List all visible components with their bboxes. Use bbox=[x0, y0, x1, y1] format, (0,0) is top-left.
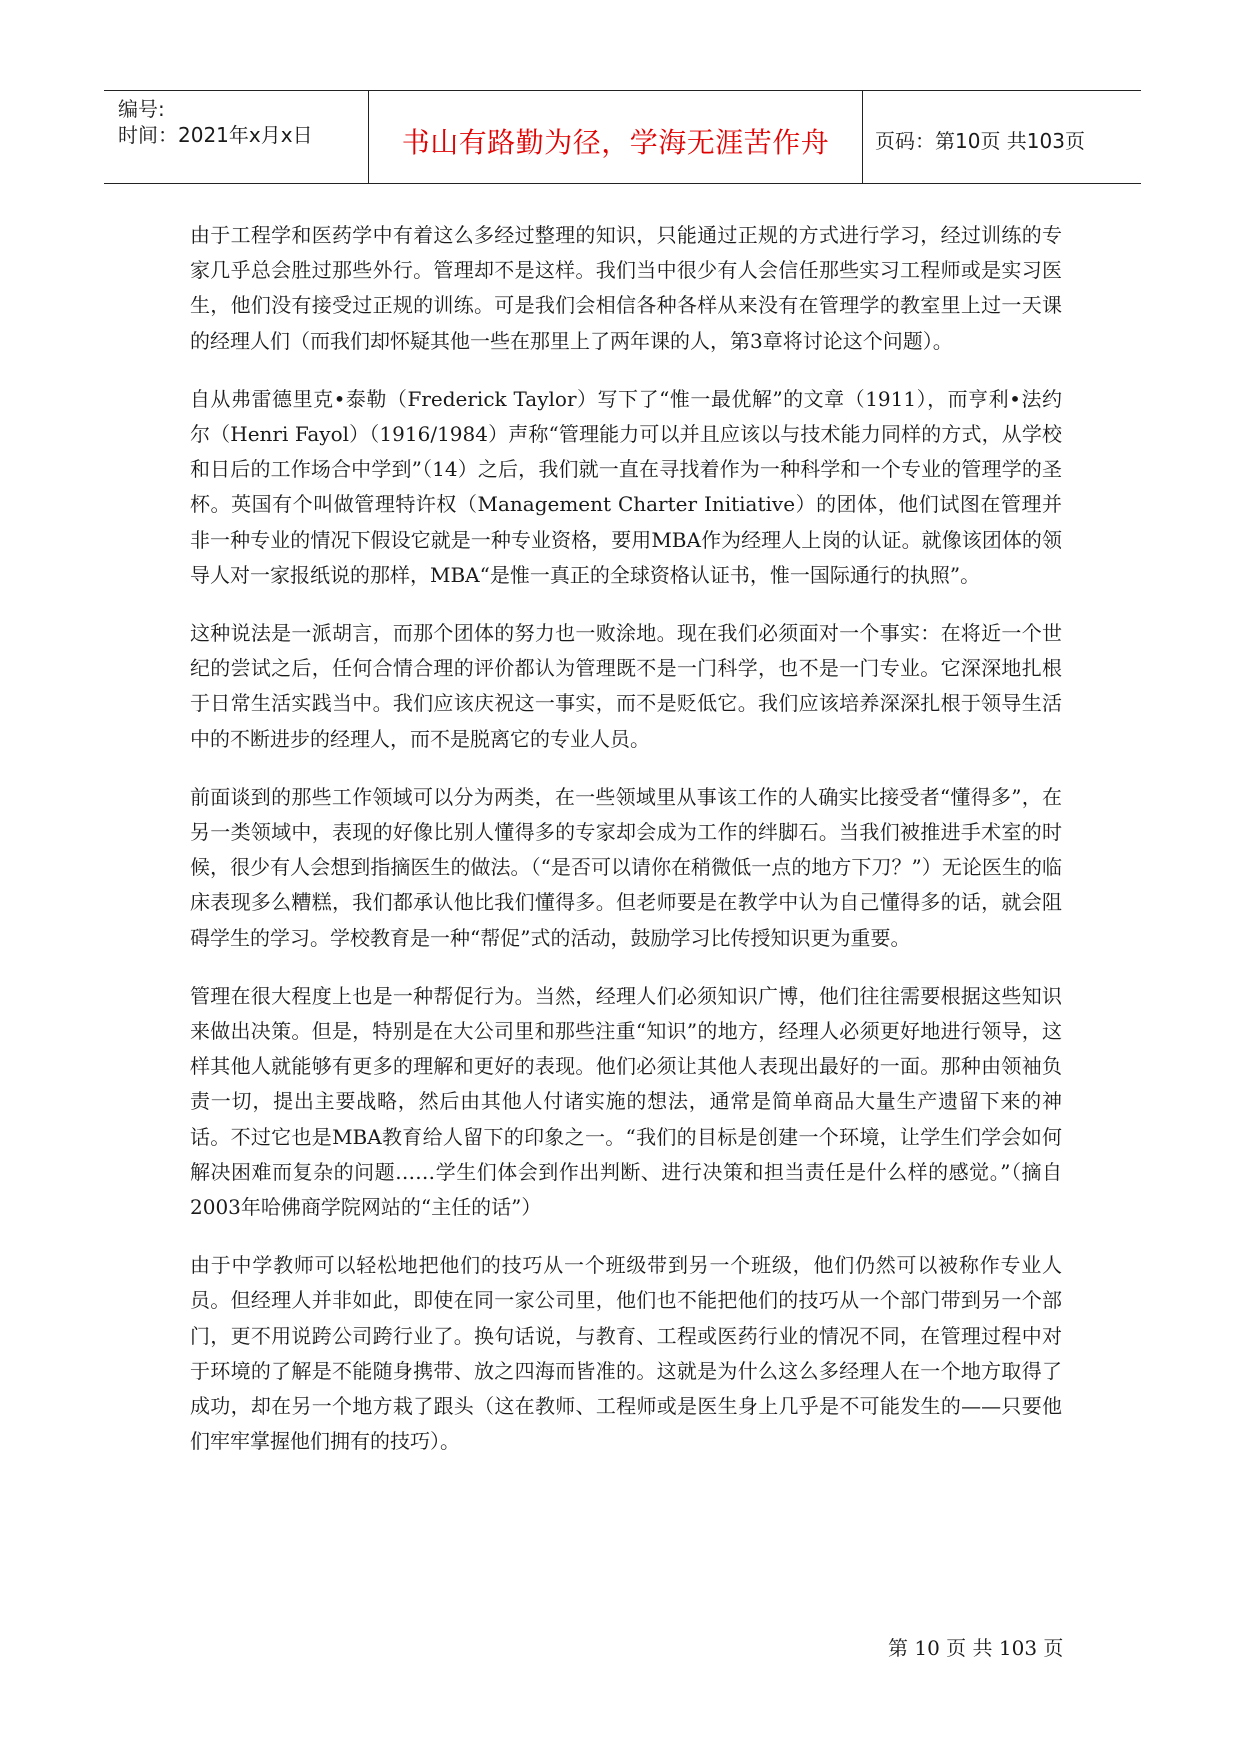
document-time-label: 时间：2021年x月x日 bbox=[118, 123, 313, 147]
paragraph: 由于中学教师可以轻松地把他们的技巧从一个班级带到另一个班级，他们仍然可以被称作专业人员。但经理人并非如此，即使在同一家公司里，他们也不能把他们的技巧从一个部门带到另一个部门，更不用说跨公司跨行业了。换句话说，与教育、工程或医药行业的情况不同，在管理过程中对于环境的了解是不能随身携带、放之四海而皆准的。这就是为什么这么多经理人在一个地方取得了成功，却在另一个地方栽了跟头（这在教师、工程师或是医生身上几乎是不可能发生的——只要他们牢牢掌握他们拥有的技巧）。 bbox=[190, 1253, 1062, 1454]
paragraph: 管理在很大程度上也是一种帮促行为。当然，经理人们必须知识广博，他们往往需要根据这些知识来做出决策。但是，特别是在大公司里和那些注重“知识”的地方，经理人必须更好地进行领导，这样其他人就能够有更多的理解和更好的表现。他们必须让其他人表现出最好的一面。那种由领袖负责一切，提出主要战略，然后由其他人付诸实施的想法，通常是简单商品大量生产遗留下来的神话。不过它也是MBA教育给人留下的印象之一。“我们的目标是创建一个环境，让学生们学会如何解决困难而复杂的问题……学生们体会到作出判断、进行决策和担当责任是什么样的感觉。”（摘自2003年哈佛商学院网站的“主任的话”） bbox=[190, 983, 1062, 1220]
paragraph: 由于工程学和医药学中有着这么多经过整理的知识，只能通过正规的方式进行学习，经过训练的专家几乎总会胜过那些外行。管理却不是这样。我们当中很少有人会信任那些实习工程师或是实习医生，他们没有接受过正规的训练。可是我们会相信各种各样从来没有在管理学的教室里上过一天课的经理人们（而我们却怀疑其他一些在那里上了两年课的人，第3章将讨论这个问题）。 bbox=[190, 223, 1062, 353]
header-page-number: 页码：第10页 共103页 bbox=[875, 129, 1085, 153]
page-header bbox=[104, 90, 1141, 184]
header-page-cell bbox=[863, 91, 1141, 183]
footer-page-number: 第 10 页 共 103 页 bbox=[888, 1636, 1064, 1660]
header-info-cell bbox=[104, 91, 368, 183]
header-motto-cell bbox=[368, 91, 863, 183]
paragraph: 前面谈到的那些工作领域可以分为两类，在一些领域里从事该工作的人确实比接受者“懂得多”，在另一类领域中，表现的好像比别人懂得多的专家却会成为工作的绊脚石。当我们被推进手术室的时候，很少有人会想到指摘医生的做法。（“是否可以请你在稍微低一点的地方下刀？”）无论医生的临床表现多么糟糕，我们都承认他比我们懂得多。但老师要是在教学中认为自己懂得多的话，就会阻碍学生的学习。学校教育是一种“帮促”式的活动，鼓励学习比传授知识更为重要。 bbox=[190, 784, 1062, 950]
document-body bbox=[190, 218, 1062, 1483]
header-motto: 书山有路勤为径，学海无涯苦作舟 bbox=[401, 126, 830, 159]
document-number-label: 编号: bbox=[118, 97, 165, 121]
paragraph: 这种说法是一派胡言，而那个团体的努力也一败涂地。现在我们必须面对一个事实：在将近一个世纪的尝试之后，任何合情合理的评价都认为管理既不是一门科学，也不是一门专业。它深深地扎根于日常生活实践当中。我们应该庆祝这一事实，而不是贬低它。我们应该培养深深扎根于领导生活中的不断进步的经理人，而不是脱离它的专业人员。 bbox=[190, 621, 1062, 751]
paragraph: 自从弗雷德里克•泰勒（Frederick Taylor）写下了“惟一最优解”的文章（1911），而亨利•法约尔（Henri Fayol）（1916/1984）声称“管理能力可以并且应该以与技术能力同样的方式，从学校和日后的工作场合中学到”（14）之后，我们就一直在寻找着作为一种科学和一个专业的管理学的圣杯。英国有个叫做管理特许权（Management Charter Initiative）的团体，他们试图在管理并非一种专业的情况下假设它就是一种专业资格，要用MBA作为经理人上岗的认证。就像该团体的领导人对一家报纸说的那样，MBA“是惟一真正的全球资格认证书，惟一国际通行的执照”。 bbox=[190, 386, 1062, 587]
